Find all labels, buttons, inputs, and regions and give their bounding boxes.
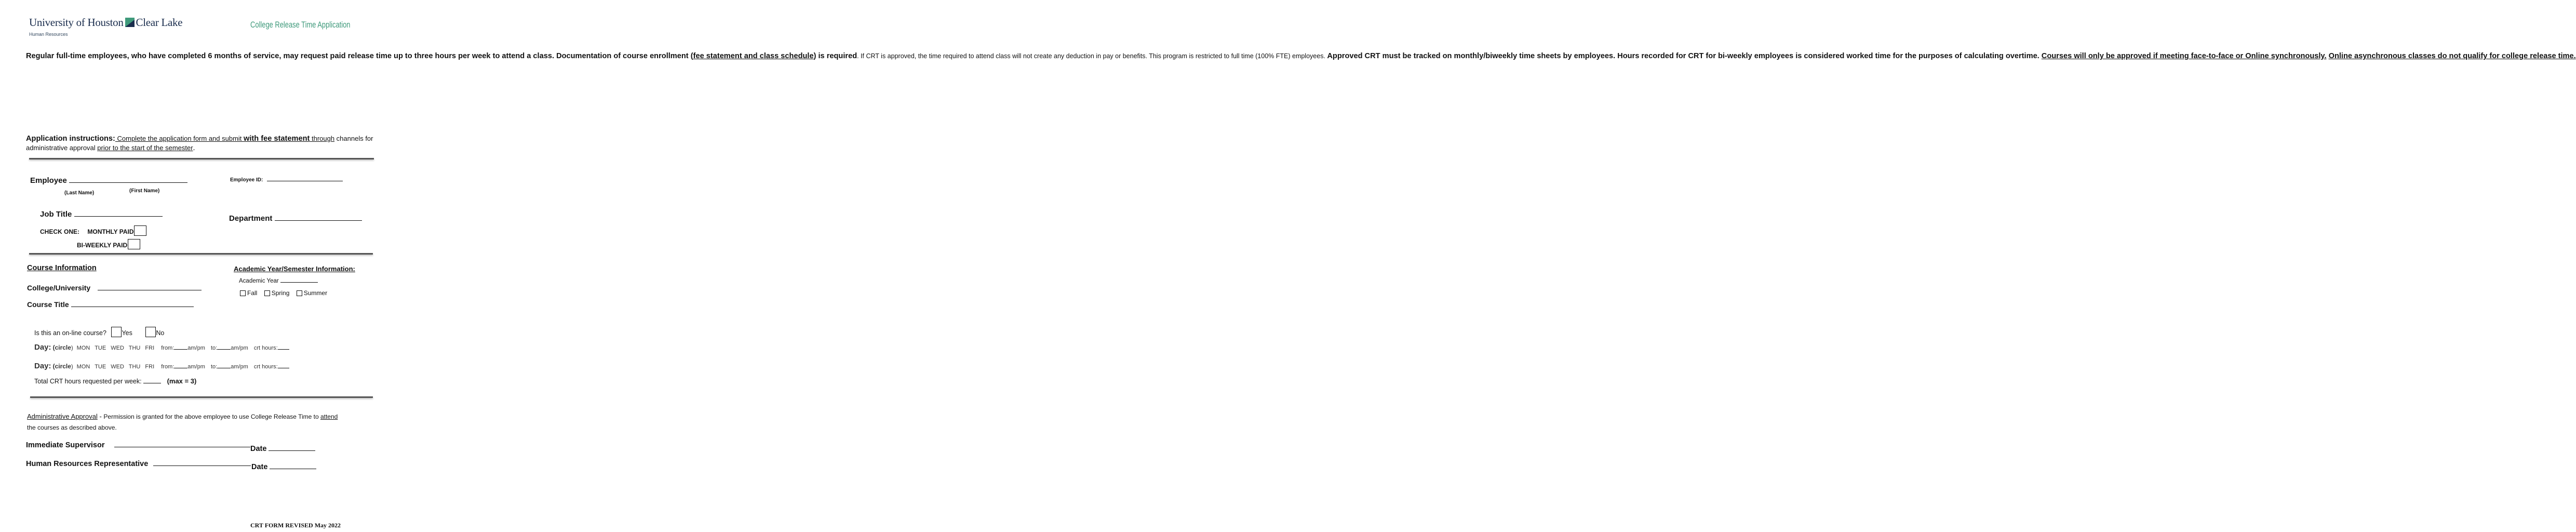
employee-id-field[interactable] (267, 174, 343, 181)
logo-mark-icon (125, 18, 135, 27)
college-field[interactable] (98, 284, 202, 290)
intro-p3: Approved CRT must be tracked on monthly/biweekly time sheets by employees. Hours recorded for CRT for bi-weekly employees is considered worked time for the purposes of calculating overtime. (1327, 52, 2042, 60)
check-one-label: CHECK ONE: (40, 228, 80, 235)
intro-fee: fee statement and class schedule (693, 52, 814, 60)
pay-type-row (40, 225, 146, 236)
first-name-label: (First Name) (129, 188, 160, 194)
hr-date-field[interactable] (270, 462, 316, 469)
online-yes-label: Yes (122, 329, 132, 337)
online-question: Is this an on-line course? (34, 329, 106, 337)
total-crt-row (34, 377, 196, 385)
course-title-row (27, 300, 194, 309)
supervisor-date-label: Date (250, 445, 267, 453)
department-label: Department (229, 214, 273, 223)
semester-options (240, 289, 327, 297)
intro-p1: Regular full-time employees, who have completed 6 months of service, may request paid release time up to three hours per week to attend a class. Documentation of course enrollment ( (26, 52, 693, 60)
spring-label: Spring (271, 289, 290, 297)
academic-year-field[interactable] (280, 277, 318, 283)
day-label-2: Day: (34, 362, 51, 370)
intro-p4d: qualify for college release time. (2461, 52, 2576, 60)
supervisor-date-row (250, 444, 315, 453)
day-label-1: Day: (34, 343, 51, 352)
online-yes-checkbox[interactable] (111, 327, 122, 337)
department-row (229, 213, 362, 223)
max-note: (max = 3) (167, 377, 197, 385)
course-title-label: Course Title (27, 300, 69, 309)
biweekly-paid-checkbox[interactable] (128, 239, 140, 249)
from-time-field-1[interactable] (174, 349, 187, 350)
job-title-row (40, 209, 163, 219)
job-title-field[interactable] (74, 209, 163, 217)
online-no-label: No (156, 329, 165, 337)
day-row-1: Day: (circle) MON TUE WED THU FRI from: am/pm to: am/pm crt hours: (34, 343, 289, 352)
academic-info-heading: Academic Year/Semester Information: (234, 265, 355, 273)
biweekly-row (77, 239, 140, 249)
intro-required: ) is required (813, 52, 857, 60)
day-row-2: Day: (circle) MON TUE WED THU FRI from: am/pm to: am/pm crt hours: (34, 362, 289, 370)
divider-3 (30, 396, 373, 398)
hr-rep-row (26, 459, 251, 468)
monthly-paid-checkbox[interactable] (134, 225, 146, 236)
divider-2 (29, 253, 373, 255)
to-time-field-1[interactable] (217, 349, 231, 350)
course-info-heading: Course Information (27, 264, 97, 272)
supervisor-row (26, 441, 250, 449)
form-revision-footer: CRT FORM REVISED May 2022 (250, 522, 341, 529)
summer-label: Summer (303, 289, 328, 297)
employee-label: Employee (30, 176, 67, 185)
monthly-paid-label: MONTHLY PAID (87, 228, 134, 235)
ucl-logo (29, 16, 182, 29)
hr-date-row (251, 462, 316, 471)
biweekly-paid-label: BI-WEEKLY PAID (77, 242, 128, 249)
department-field[interactable] (275, 213, 362, 221)
summer-checkbox[interactable] (297, 290, 302, 296)
supervisor-date-field[interactable] (269, 444, 315, 451)
hr-rep-label: Human Resources Representative (26, 460, 149, 468)
weekday-options-2[interactable]: MON TUE WED THU FRI (76, 364, 155, 370)
spring-checkbox[interactable] (264, 290, 270, 296)
course-title-field[interactable] (71, 300, 194, 307)
logo-subtitle: Human Resources (29, 32, 68, 37)
form-title: College Release Time Application (250, 20, 351, 30)
intro-p4a: Courses will only be approved if meeting face-to-face or Online synchronously. (2041, 52, 2327, 60)
last-name-label: (Last Name) (64, 190, 95, 196)
college-label: College/University (27, 284, 91, 292)
college-row (27, 284, 202, 292)
intro-paragraph (26, 51, 2576, 61)
intro-p2: . If CRT is approved, the time required to attend class will not create any deduction in pay or benefits. This program is restricted to full time (100% FTE) employees. (857, 52, 1327, 60)
approval-text-1: Administrative Approval - Permission is granted for the above employee to use College Release Time to attend (27, 413, 338, 420)
academic-year-label: Academic Year (239, 278, 279, 284)
job-title-label: Job Title (40, 210, 72, 219)
fall-checkbox[interactable] (240, 290, 246, 296)
academic-year-row (239, 277, 318, 284)
hr-date-label: Date (251, 463, 268, 471)
instructions-label: Application instructions: (26, 135, 115, 143)
crt-hours-field-1[interactable] (278, 349, 289, 350)
application-instructions: Application instructions: Complete the application form and submit with fee statement through channels for administrative approval prior to the start of the semester. (26, 135, 373, 152)
divider-1 (29, 158, 374, 159)
employee-row (30, 175, 187, 185)
weekday-options-1[interactable]: MON TUE WED THU FRI (76, 345, 155, 351)
total-crt-label: Total CRT hours requested per week: (34, 378, 142, 385)
online-no-checkbox[interactable] (145, 327, 156, 337)
logo-left-text: University of Houston (29, 16, 124, 29)
employee-id-label: Employee ID: (230, 177, 263, 183)
intro-p4c: Online asynchronous classes do not (2328, 52, 2461, 60)
hr-rep-signature-field[interactable] (153, 459, 251, 466)
online-row (34, 327, 164, 337)
fall-label: Fall (247, 289, 258, 297)
supervisor-label: Immediate Supervisor (26, 441, 105, 449)
employee-name-field[interactable] (69, 175, 187, 183)
logo-right-text: Clear Lake (136, 16, 183, 29)
approval-title: Administrative Approval (27, 413, 98, 420)
supervisor-signature-field[interactable] (114, 441, 250, 447)
approval-text-2: the courses as described above. (27, 424, 117, 431)
